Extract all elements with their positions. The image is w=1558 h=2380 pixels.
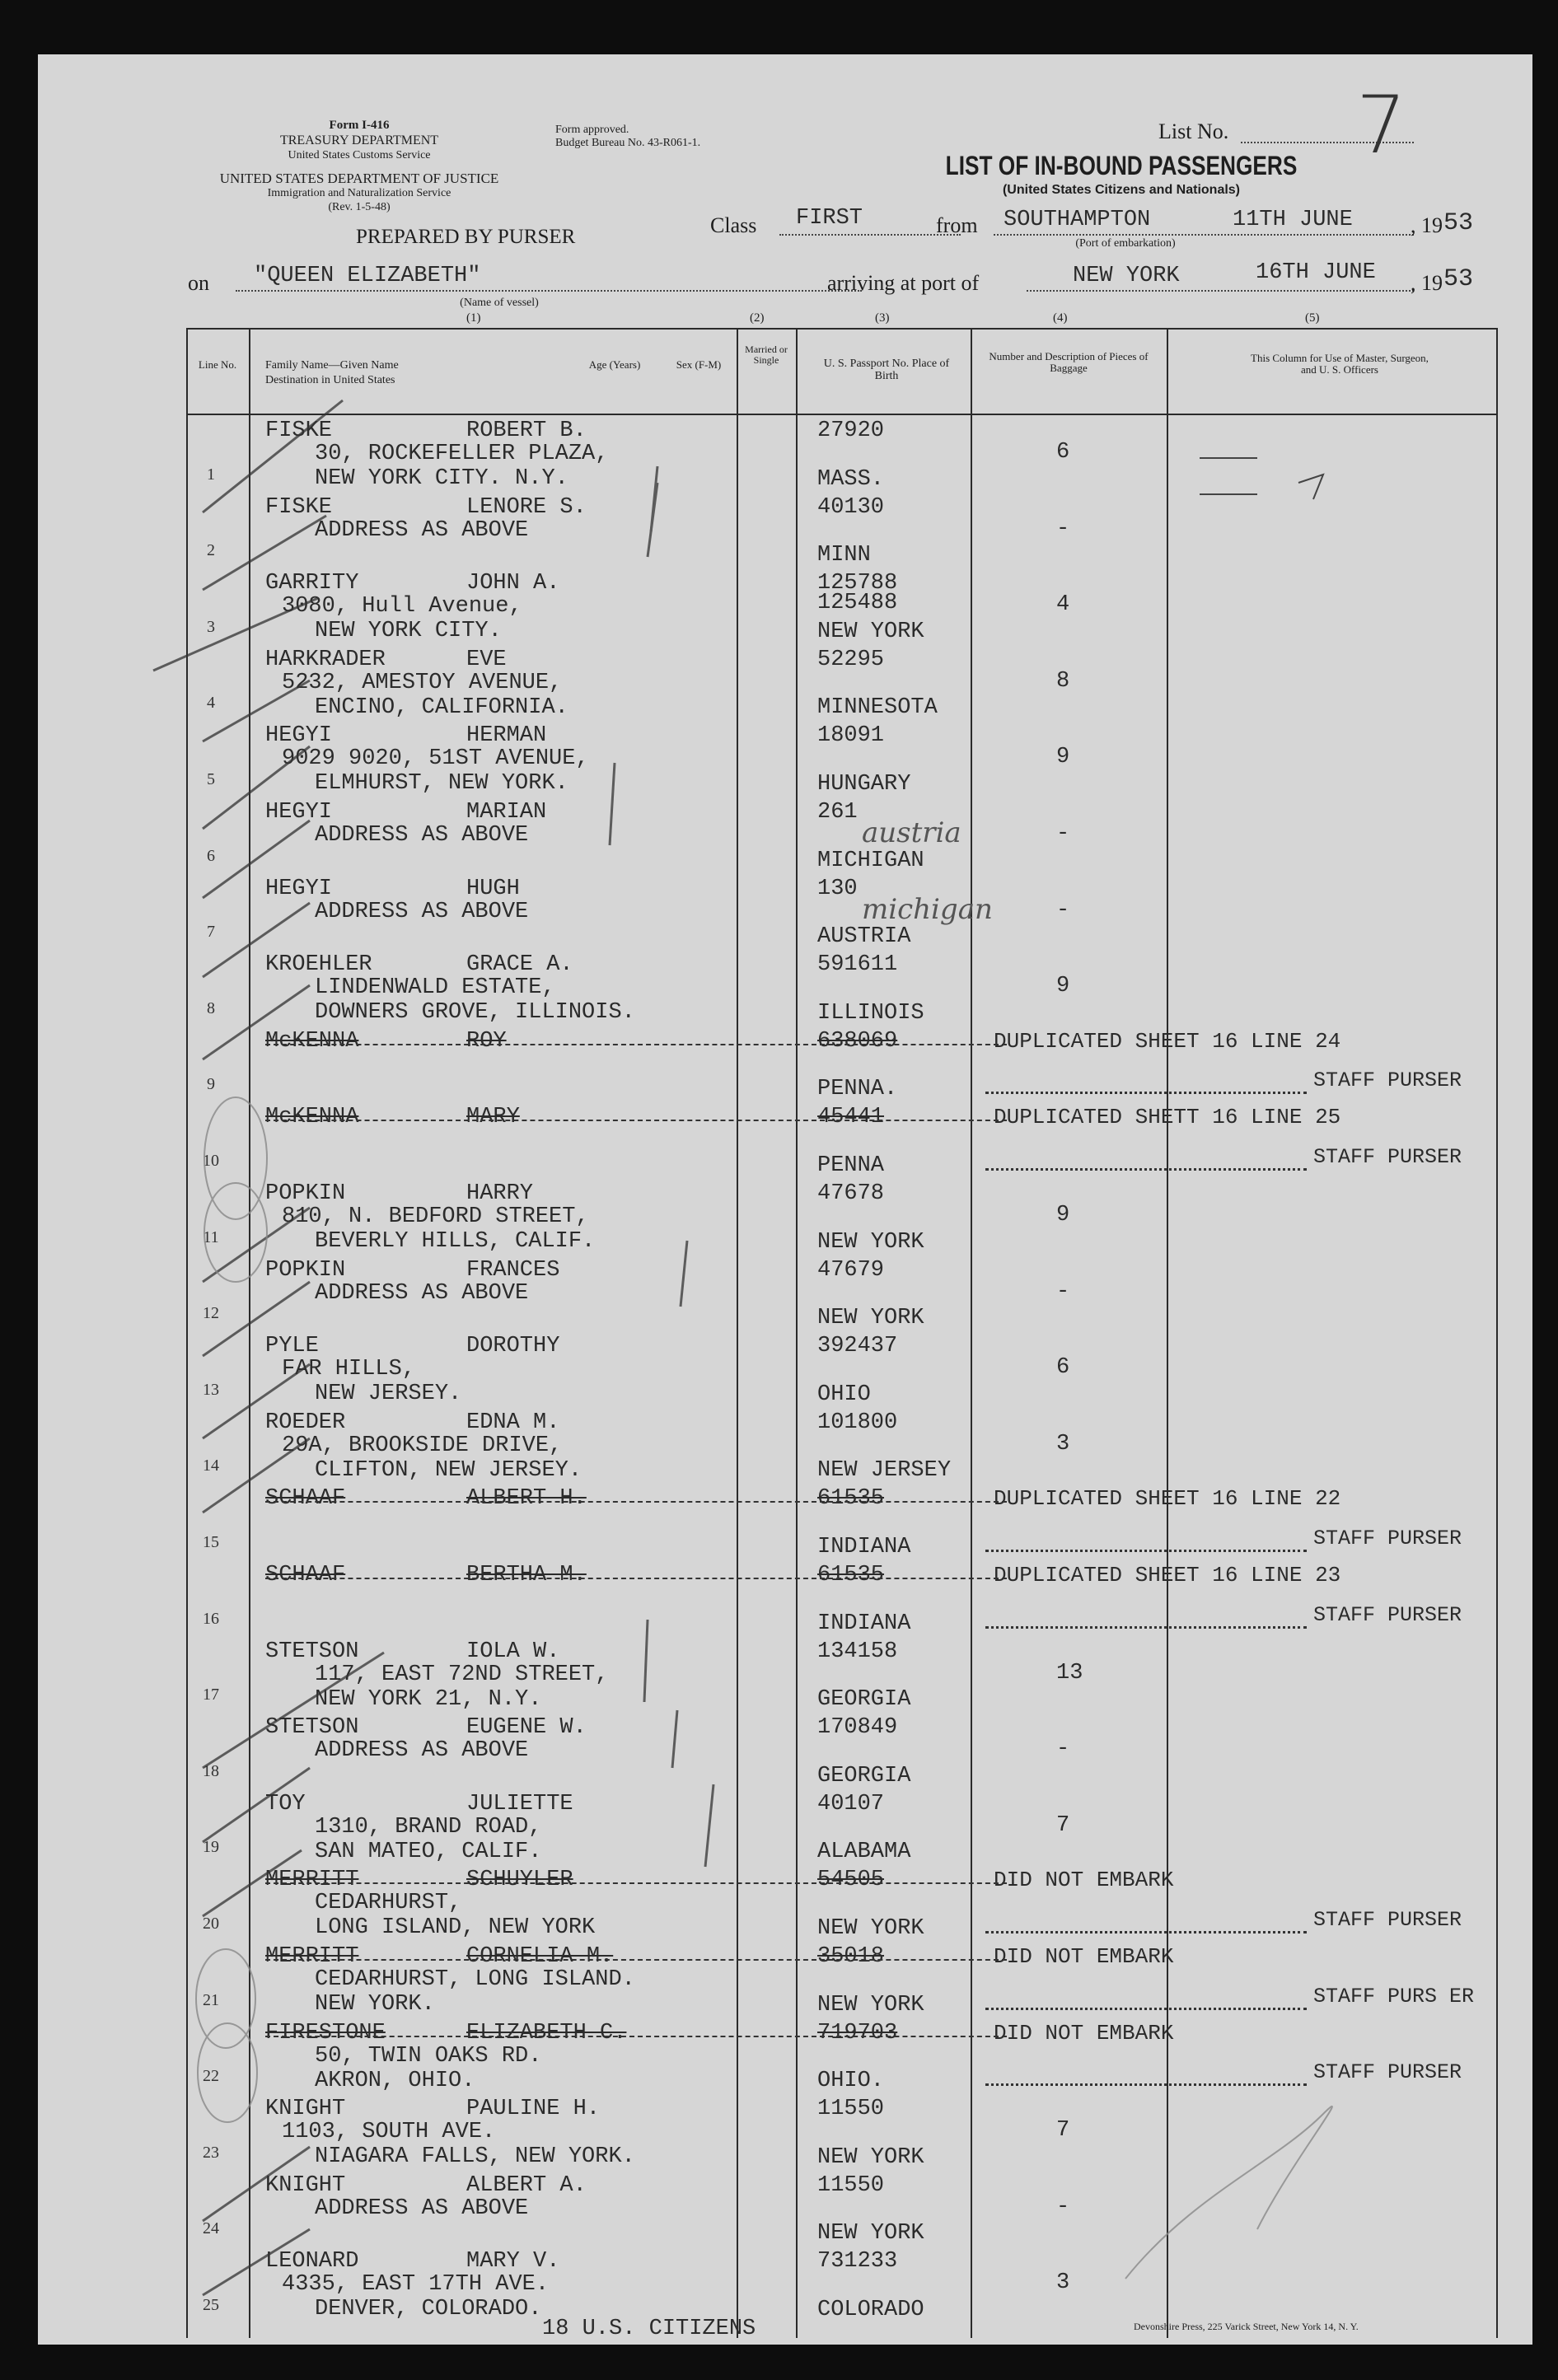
strike-rule [265, 1578, 1007, 1579]
officer-note: DUPLICATED SHEET 16 LINE 23 [994, 1563, 1341, 1587]
address-line-1: 29A, BROOKSIDE DRIVE, [282, 1433, 563, 1458]
line-number: 22 [203, 2067, 219, 2086]
passport-number: 261 [817, 800, 858, 825]
given-name: JOHN A. [466, 571, 560, 596]
address-line-1: CEDARHURST, LONG ISLAND. [315, 1967, 635, 1992]
address-line-1: ADDRESS AS ABOVE [315, 1738, 529, 1764]
table-row [38, 493, 1532, 570]
table-row [38, 1714, 1532, 1790]
place-of-birth: MINN [817, 543, 871, 568]
header-passport: U. S. Passport No. Place of Birth [823, 358, 950, 383]
header-sex: Sex (F-M) [676, 358, 722, 371]
passport-number: 54505 [817, 1868, 885, 1893]
passport-number: 61535 [817, 1486, 885, 1512]
baggage-count: 4 [1056, 592, 1070, 618]
on-label: on [188, 271, 209, 295]
passport-number: 35018 [817, 1944, 885, 1969]
header-married: Married or Single [745, 344, 788, 367]
strike-rule [265, 1044, 1007, 1045]
header-bottom-rule [186, 414, 1496, 415]
table-row [38, 646, 1532, 722]
line-number: 11 [203, 1227, 219, 1246]
table-top-rule [186, 328, 1496, 330]
table-row [38, 1103, 1532, 1180]
table-row [38, 1027, 1532, 1104]
address-line-1: ADDRESS AS ABOVE [315, 899, 529, 924]
place-of-birth: COLORADO [817, 2297, 924, 2322]
family-name: TOY [265, 1791, 306, 1817]
line-number: 14 [203, 1457, 219, 1475]
table-row [38, 569, 1532, 646]
staff-purser: STAFF PURSER [1313, 1907, 1462, 1932]
from-date: 11TH JUNE [1233, 208, 1353, 232]
officer-note: DUPLICATED SHEET 16 LINE 24 [994, 1028, 1341, 1054]
family-name: HEGYI [265, 876, 333, 901]
customs-service: United States Customs Service [288, 149, 431, 161]
budget-bureau: Budget Bureau No. 43-R061-1. [555, 137, 701, 149]
place-of-birth: INDIANA [817, 1611, 911, 1636]
list-number: 7 [1356, 79, 1407, 171]
family-name: HEGYI [265, 723, 333, 749]
place-of-birth: NEW YORK [817, 1992, 924, 2018]
table-row [38, 2172, 1532, 2248]
address-line-2: NEW YORK. [315, 1992, 435, 2017]
baggage-count: - [1056, 1737, 1070, 1762]
baggage-count: 6 [1056, 440, 1070, 465]
passport-number: 40130 [817, 494, 885, 520]
address-line-1: 1310, BRAND ROAD, [315, 1814, 542, 1840]
given-name: ALBERT H. [466, 1486, 587, 1512]
passport-number-2: 125488 [817, 591, 898, 616]
passport-number: 134158 [817, 1639, 898, 1664]
form-approved: Form approved. [555, 124, 629, 136]
table-row [38, 798, 1532, 875]
class-label: Class [710, 213, 757, 237]
address-line-2: SAN MATEO, CALIF. [315, 1839, 542, 1864]
col-num-2: (2) [750, 311, 765, 325]
family-name: McKENNA [265, 1105, 359, 1130]
passport-number: 47678 [817, 1181, 885, 1206]
given-name: ROY [466, 1028, 507, 1054]
given-name: HARRY [466, 1181, 534, 1206]
address-line-1: 117, EAST 72ND STREET, [315, 1662, 609, 1687]
header-name: Family Name—Given Name [265, 359, 399, 372]
address-line-2: NEW JERSEY. [315, 1382, 462, 1407]
year-value-2: 53 [1443, 265, 1474, 293]
address-line-2: DENVER, COLORADO. [315, 2297, 542, 2322]
baggage-count: - [1056, 821, 1070, 846]
table-row [38, 2095, 1532, 2172]
treasury-dept: TREASURY DEPARTMENT [279, 133, 439, 147]
address-line-2: NEW YORK CITY. [315, 619, 502, 644]
line-number: 24 [203, 2219, 219, 2238]
address-line-1: 9029 9020, 51ST AVENUE, [282, 746, 589, 772]
family-name: McKENNA [265, 1028, 359, 1054]
family-name: HARKRADER [265, 647, 386, 672]
family-name: KNIGHT [265, 2097, 346, 2122]
passport-number: 392437 [817, 1334, 898, 1359]
address-line-1: ADDRESS AS ABOVE [315, 823, 529, 848]
line-number: 25 [203, 2295, 219, 2314]
passport-number: 719703 [817, 2020, 898, 2046]
baggage-count: - [1056, 1279, 1070, 1304]
passport-number: 731233 [817, 2249, 898, 2275]
table-row [38, 1866, 1532, 1943]
place-of-birth: ALABAMA [817, 1840, 911, 1865]
year-prefix: , 19 [1411, 213, 1443, 237]
strike-rule [265, 1120, 1007, 1121]
officer-note: DUPLICATED SHETT 16 LINE 25 [994, 1105, 1341, 1130]
staff-purser: STAFF PURSER [1313, 1526, 1462, 1550]
passport-number: 40107 [817, 1791, 885, 1817]
address-line-1: ADDRESS AS ABOVE [315, 1280, 529, 1306]
line-number: 21 [203, 1990, 219, 2009]
family-name: MERRITT [265, 1944, 359, 1969]
strike-rule [265, 1959, 1007, 1961]
passport-number: 11550 [817, 2172, 885, 2198]
line-number: 6 [207, 846, 215, 865]
line-number: 7 [207, 923, 215, 942]
header-destination: Destination in United States [265, 374, 395, 386]
officer-note: DUPLICATED SHEET 16 LINE 22 [994, 1486, 1341, 1512]
given-name: HUGH [466, 876, 520, 901]
address-line-2: AKRON, OHIO. [315, 2068, 475, 2093]
given-name: PAULINE H. [466, 2097, 601, 2122]
baggage-count: - [1056, 2194, 1070, 2219]
place-of-birth: GEORGIA [817, 1763, 911, 1789]
baggage-count: - [1056, 516, 1070, 541]
given-name: MARY V. [466, 2249, 560, 2275]
family-name: STETSON [265, 1639, 359, 1664]
place-of-birth: OHIO. [817, 2069, 885, 2094]
col-num-3: (3) [875, 311, 890, 325]
place-of-birth: PENNA [817, 1153, 885, 1178]
class-line [779, 234, 961, 236]
baggage-count: 13 [1056, 1660, 1083, 1686]
family-name: SCHAAF [265, 1563, 346, 1587]
family-name: POPKIN [265, 1257, 346, 1283]
address-line-1: 50, TWIN OAKS RD. [315, 2043, 542, 2069]
strike-rule [265, 1882, 1007, 1884]
baggage-count: 8 [1056, 668, 1070, 694]
address-line-1: 4335, EAST 17TH AVE. [282, 2272, 550, 2298]
prepared-by: PREPARED BY PURSER [356, 226, 576, 248]
from-line [994, 234, 1414, 236]
family-name: HEGYI [265, 800, 333, 825]
vessel-line [236, 290, 862, 292]
given-name: ROBERT B. [466, 418, 587, 443]
baggage-count: - [1056, 897, 1070, 923]
place-of-birth: NEW YORK [817, 1229, 924, 1255]
address-line-1: 30, ROCKEFELLER PLAZA, [315, 442, 609, 466]
given-name: EUGENE W. [466, 1715, 587, 1741]
given-name: EVE [466, 647, 507, 672]
signature-dotted-line [985, 2083, 1307, 2086]
staff-purser: STAFF PURS ER [1313, 1984, 1475, 2008]
justice-dept: UNITED STATES DEPARTMENT OF JUSTICE [219, 171, 499, 186]
passport-number: 170849 [817, 1715, 898, 1741]
place-of-birth: MICHIGAN [817, 848, 924, 873]
line-number: 20 [203, 1914, 219, 1933]
place-of-birth: NEW YORK [817, 2221, 924, 2247]
given-name: BERTHA M. [466, 1563, 587, 1587]
year-prefix-2: , 19 [1411, 271, 1443, 295]
line-number: 13 [203, 1380, 219, 1399]
printer-credit: Devonshire Press, 225 Varick Street, New York 14, N. Y. [1134, 2321, 1359, 2332]
from-label: from [936, 213, 978, 237]
address-line-2: LONG ISLAND, NEW YORK [315, 1915, 596, 1941]
year-value: 53 [1443, 209, 1474, 237]
passport-number: 638069 [817, 1028, 898, 1054]
family-name: FISKE [265, 494, 333, 520]
given-name: HERMAN [466, 723, 547, 749]
passport-number: 130 [817, 876, 858, 901]
line-number: 8 [207, 998, 215, 1017]
list-no-label: List No. [1158, 119, 1229, 143]
passport-number: 52295 [817, 647, 885, 672]
place-of-birth: NEW YORK [817, 2144, 924, 2170]
signature-dotted-line [985, 1626, 1307, 1629]
staff-purser: STAFF PURSER [1313, 1068, 1462, 1093]
signature-dotted-line [985, 1092, 1307, 1094]
address-line-2: BEVERLY HILLS, CALIF. [315, 1229, 596, 1254]
place-of-birth: NEW YORK [817, 1306, 924, 1331]
class-value: FIRST [796, 206, 863, 231]
arrival-date: 16TH JUNE [1256, 260, 1376, 285]
form-number: Form I-416 [329, 119, 390, 132]
passport-number: 11550 [817, 2097, 885, 2122]
passport-number: 61535 [817, 1563, 885, 1587]
baggage-count: 9 [1056, 974, 1070, 999]
table-row [38, 1790, 1532, 1867]
table-row [38, 1256, 1532, 1333]
table-row [38, 1561, 1532, 1638]
family-name: LEONARD [265, 2249, 359, 2275]
given-name: FRANCES [466, 1257, 560, 1283]
signature-dotted-line [985, 1550, 1307, 1552]
table-row [38, 1332, 1532, 1409]
address-line-2: NEW YORK CITY. N.Y. [315, 466, 568, 491]
family-name: POPKIN [265, 1181, 346, 1206]
family-name: KNIGHT [265, 2172, 346, 2198]
officer-note: DID NOT EMBARK [994, 1868, 1174, 1893]
passport-number: 101800 [817, 1410, 898, 1435]
place-of-birth: MASS. [817, 466, 885, 492]
line-number: 12 [203, 1304, 219, 1323]
family-name: GARRITY [265, 571, 359, 596]
line-number: 1 [207, 465, 215, 484]
signature-dotted-line [985, 1931, 1307, 1933]
header-officers: This Column for Use of Master, Surgeon, and U. S. Officers [1251, 352, 1429, 376]
baggage-count: 3 [1056, 2270, 1070, 2296]
address-line-2: CLIFTON, NEW JERSEY. [315, 1457, 582, 1483]
place-of-birth: INDIANA [817, 1534, 911, 1559]
officer-note: DID NOT EMBARK [994, 2020, 1174, 2046]
staff-purser: STAFF PURSER [1313, 1144, 1462, 1169]
family-name: SCHAAF [265, 1486, 346, 1512]
vessel-name: "QUEEN ELIZABETH" [254, 264, 481, 288]
address-line-1: FAR HILLS, [282, 1357, 416, 1382]
address-line-1: 5232, AMESTOY AVENUE, [282, 670, 563, 695]
citizen-count: 18 U.S. CITIZENS [542, 2317, 756, 2341]
place-of-birth: ILLINOIS [817, 1000, 924, 1026]
given-name: ALBERT A. [466, 2172, 587, 2198]
given-name: JULIETTE [466, 1791, 573, 1817]
vessel-caption: (Name of vessel) [460, 297, 539, 309]
signature-dotted-line [985, 2008, 1307, 2010]
officer-note: DID NOT EMBARK [994, 1944, 1174, 1969]
table-row [38, 1409, 1532, 1485]
baggage-count: 6 [1056, 1355, 1070, 1381]
address-line-2: NEW YORK 21, N.Y. [315, 1686, 542, 1712]
line-number: 18 [203, 1761, 219, 1780]
baggage-count: 7 [1056, 2118, 1070, 2144]
arrival-port: NEW YORK [1073, 264, 1180, 288]
given-name: IOLA W. [466, 1639, 560, 1664]
ins-service: Immigration and Naturalization Service [267, 187, 451, 199]
col-num-5: (5) [1305, 311, 1320, 325]
passport-number: 125788 [817, 571, 898, 596]
address-line-1: 1103, SOUTH AVE. [282, 2120, 496, 2145]
baggage-count: 7 [1056, 1812, 1070, 1838]
given-name: LENORE S. [466, 494, 587, 520]
arrival-line [1027, 290, 1414, 292]
strike-rule [265, 2036, 1007, 2037]
header-age: Age (Years) [588, 358, 641, 371]
family-name: FISKE [265, 418, 333, 443]
family-name: FIRESTONE [265, 2020, 386, 2046]
address-line-1: ADDRESS AS ABOVE [315, 517, 529, 543]
table-row [38, 1180, 1532, 1256]
line-number: 9 [207, 1075, 215, 1094]
family-name: STETSON [265, 1715, 359, 1741]
baggage-count: 3 [1056, 1431, 1070, 1457]
table-row [38, 2247, 1532, 2324]
table-row [38, 722, 1532, 798]
strike-rule [265, 1501, 1007, 1503]
address-line-1: CEDARHURST, [315, 1891, 462, 1916]
baggage-count: 9 [1056, 745, 1070, 770]
family-name: PYLE [265, 1334, 319, 1359]
table-row [38, 951, 1532, 1027]
table-row [38, 417, 1532, 493]
address-line-1: 3080, Hull Avenue, [282, 594, 522, 620]
manifest-sheet [38, 54, 1532, 2345]
passport-number: 27920 [817, 418, 885, 443]
line-number: 19 [203, 1838, 219, 1857]
place-of-birth: NEW YORK [817, 1915, 924, 1941]
line-number: 15 [203, 1532, 219, 1551]
family-name: KROEHLER [265, 952, 372, 978]
arriving-label: arriving at port of [827, 271, 980, 295]
place-of-birth: GEORGIA [817, 1687, 911, 1713]
baggage-count: 9 [1056, 1203, 1070, 1227]
address-line-1: 810, N. BEDFORD STREET, [282, 1204, 589, 1229]
passport-number: 45441 [817, 1105, 885, 1130]
family-name: ROEDER [265, 1410, 346, 1435]
place-of-birth: AUSTRIA [817, 924, 911, 950]
place-of-birth: PENNA. [817, 1077, 898, 1102]
port-caption: (Port of embarkation) [1075, 237, 1176, 250]
table-row [38, 1943, 1532, 2019]
given-name: MARIAN [466, 800, 547, 825]
address-line-2: DOWNERS GROVE, ILLINOIS. [315, 1000, 635, 1026]
place-of-birth: HUNGARY [817, 771, 911, 797]
staff-purser: STAFF PURSER [1313, 2060, 1462, 2085]
address-line-2: ELMHURST, NEW YORK. [315, 771, 568, 797]
place-of-birth: NEW YORK [817, 619, 924, 644]
line-number: 16 [203, 1609, 219, 1628]
address-line-1: LINDENWALD ESTATE, [315, 975, 555, 1001]
given-name: DOROTHY [466, 1334, 560, 1359]
signature-dotted-line [985, 1168, 1307, 1171]
passport-number: 47679 [817, 1257, 885, 1283]
given-name: EDNA M. [466, 1410, 560, 1435]
birthplace-correction: michigan [862, 892, 993, 926]
place-of-birth: OHIO [817, 1382, 871, 1407]
form-title: LIST OF IN-BOUND PASSENGERS [945, 151, 1298, 180]
line-number: 10 [203, 1151, 219, 1170]
passport-number: 591611 [817, 952, 898, 978]
line-number: 5 [207, 769, 215, 788]
given-name: GRACE A. [466, 952, 573, 978]
table-row [38, 1638, 1532, 1714]
line-number: 4 [207, 694, 215, 713]
address-line-2: ENCINO, CALIFORNIA. [315, 694, 568, 720]
revision: (Rev. 1-5-48) [328, 201, 391, 213]
family-name: MERRITT [265, 1868, 359, 1893]
passport-number: 18091 [817, 723, 885, 749]
address-line-1: ADDRESS AS ABOVE [315, 2195, 529, 2221]
line-number: 3 [207, 617, 215, 636]
table-row [38, 1485, 1532, 1561]
given-name: ELIZABETH C. [466, 2020, 627, 2046]
header-line-no: Line No. [198, 358, 237, 371]
line-number: 2 [207, 541, 215, 560]
given-name: SCHUYLER [466, 1868, 573, 1893]
staff-purser: STAFF PURSER [1313, 1602, 1462, 1627]
place-of-birth: MINNESOTA [817, 695, 938, 721]
col-num-1: (1) [466, 311, 481, 325]
table-row [38, 2019, 1532, 2096]
col-num-4: (4) [1053, 311, 1068, 325]
birthplace-correction: austria [862, 816, 961, 849]
given-name: CORNELIA M. [466, 1944, 614, 1969]
form-subtitle: (United States Citizens and Nationals) [1002, 183, 1241, 197]
header-baggage: Number and Description of Pieces of Baggage [989, 350, 1149, 375]
place-of-birth: NEW JERSEY [817, 1458, 952, 1484]
line-number: 17 [203, 1686, 219, 1704]
address-line-2: NIAGARA FALLS, NEW YORK. [315, 2144, 635, 2170]
from-port: SOUTHAMPTON [1004, 208, 1151, 232]
given-name: MARY [466, 1105, 520, 1130]
table-row [38, 875, 1532, 952]
line-number: 23 [203, 2143, 219, 2162]
